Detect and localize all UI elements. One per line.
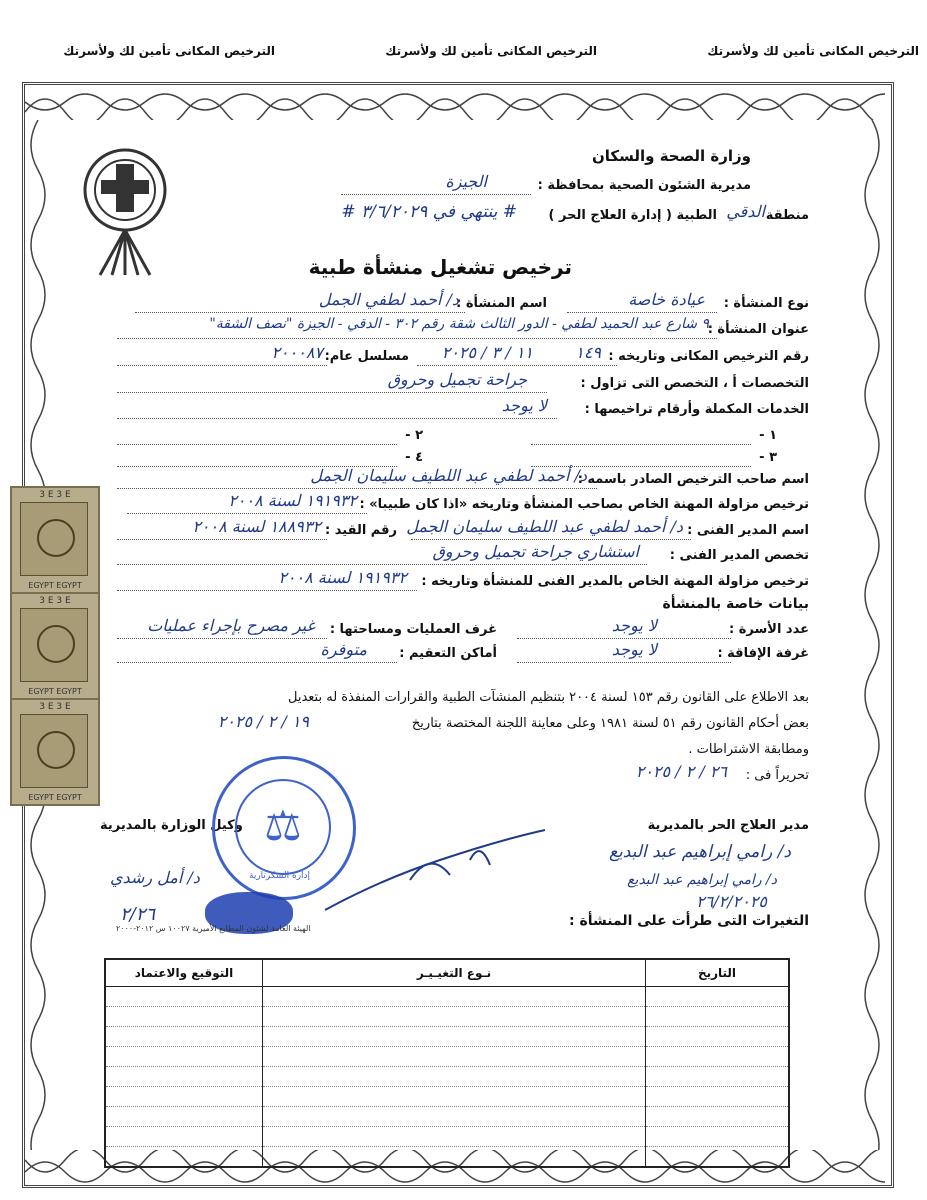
recovery-room-value: لا يوجد bbox=[611, 640, 657, 659]
ministry-name: وزارة الصحة والسكان bbox=[591, 147, 751, 165]
column-header-signature: التوقيع والاعتماد bbox=[105, 959, 263, 987]
printer-note: الهيئة العامة لشئون المطابع الأميرية ١٠٠٢٧ س ٢٠١٢-٢٠٠٠ bbox=[116, 924, 311, 933]
table-cell bbox=[646, 1007, 790, 1027]
undersecretary-title: وكيل الوزارة بالمديرية bbox=[100, 818, 243, 833]
table-row bbox=[105, 1047, 789, 1067]
revenue-stamp: 3 E 3 E EGYPT EGYPT bbox=[10, 592, 100, 700]
specialties-value: جراحة تجميل وحروق bbox=[387, 370, 527, 389]
tech-director-value: د/ أحمد لطفي عبد اللطيف سليمان الجمل bbox=[406, 517, 683, 536]
table-cell bbox=[105, 1107, 263, 1127]
owner-practice-value: ١٩١٩٣٢ لسنة ٢٠٠٨ bbox=[228, 491, 357, 510]
expiry-note: # ينتهي في ٣/٦/٢٠٢٩ # bbox=[341, 202, 517, 222]
table-cell bbox=[105, 1147, 263, 1168]
seal-text: إدارة السكرتارية bbox=[249, 871, 311, 881]
table-row bbox=[105, 1107, 789, 1127]
table-cell bbox=[105, 1007, 263, 1027]
table-row bbox=[105, 1007, 789, 1027]
beds-value: لا يوجد bbox=[611, 616, 657, 635]
serial-label: مسلسل عام: bbox=[324, 349, 409, 364]
governorate-value: الجيزة bbox=[445, 172, 487, 191]
table-cell bbox=[646, 1067, 790, 1087]
services-label: الخدمات المكملة وأرقام تراخيصها : bbox=[584, 402, 809, 417]
table-cell bbox=[263, 1147, 646, 1168]
table-row bbox=[105, 1027, 789, 1047]
free-treatment-director-name: د/ رامي إبراهيم عبد البديع bbox=[627, 872, 777, 888]
law-paragraph-line1: بعد الاطلاع على القانون رقم ١٥٣ لسنة ٢٠٠٤ بتنظيم المنشآت الطبية والقرارات المنفذة له بتعديل bbox=[288, 690, 809, 705]
beds-label: عدد الأسرة : bbox=[729, 622, 809, 637]
license-number-value: ١٤٩ bbox=[575, 343, 601, 362]
changes-heading: التغيرات التى طرأت على المنشأة : bbox=[569, 913, 809, 929]
list-item-4: ٤ - bbox=[405, 450, 423, 465]
table-cell bbox=[263, 1027, 646, 1047]
column-header-change-type: نـوع التغيـيـر bbox=[263, 959, 646, 987]
undersecretary-date: ٢/٢٦ bbox=[120, 904, 156, 925]
law-paragraph-line2: بعض أحكام القانون رقم ٥١ لسنة ١٩٨١ وعلى معاينة اللجنة المختصة بتاريخ bbox=[411, 716, 809, 731]
written-date: ٢٦ / ٢ / ٢٠٢٥ bbox=[635, 762, 727, 781]
department-label: الطبية ( إدارة العلاج الحر ) bbox=[548, 208, 717, 223]
region-label: منطقة bbox=[765, 208, 809, 223]
operating-rooms-label: غرف العمليات ومساحتها : bbox=[329, 622, 497, 637]
license-number-label: رقم الترخيص المكانى وتاريخه : bbox=[608, 349, 809, 364]
table-cell bbox=[263, 1007, 646, 1027]
document-title: ترخيص تشغيل منشأة طبية bbox=[308, 255, 572, 279]
reg-number-value: ١٨٨٩٣٢ لسنة ٢٠٠٨ bbox=[192, 517, 321, 536]
tech-director-label: اسم المدير الفنى : bbox=[687, 523, 809, 538]
table-cell bbox=[646, 1027, 790, 1047]
table-row bbox=[105, 1067, 789, 1087]
law-paragraph-line3: ومطابقة الاشتراطات . bbox=[688, 742, 809, 757]
right-ornament bbox=[858, 120, 886, 1150]
recovery-room-label: غرفة الإفاقة : bbox=[717, 646, 809, 661]
sterilization-value: متوفرة bbox=[320, 640, 367, 659]
table-cell bbox=[105, 1027, 263, 1047]
operating-rooms-value: غير مصرح بإجراء عمليات bbox=[147, 616, 315, 635]
table-cell bbox=[105, 1087, 263, 1107]
license-date-value: ١١ / ٣ / ٢٠٢٥ bbox=[441, 343, 533, 362]
table-row bbox=[105, 1127, 789, 1147]
column-header-date: التاريخ bbox=[646, 959, 790, 987]
directorate-label: مديرية الشئون الصحية بمحافظة : bbox=[537, 178, 751, 193]
table-cell bbox=[263, 1067, 646, 1087]
tech-practice-label: ترخيص مزاولة المهنة الخاص بالمدير الفنى للمنشأة وتاريخه : bbox=[421, 574, 809, 589]
owner-practice-label: ترخيص مزاولة المهنة الخاص بصاحب المنشأة وتاريخه «اذا كان طبيبا» : bbox=[359, 497, 809, 512]
facility-type-label: نوع المنشأة : bbox=[723, 296, 809, 311]
table-cell bbox=[105, 1127, 263, 1147]
table-row bbox=[105, 1087, 789, 1107]
free-treatment-director-date: ٢٦/٢/٢٠٢٥ bbox=[696, 892, 767, 911]
tech-practice-value: ١٩١٩٣٢ لسنة ٢٠٠٨ bbox=[278, 568, 407, 587]
owner-label: اسم صاحب الترخيص الصادر باسمه : bbox=[577, 472, 809, 487]
table-cell bbox=[105, 987, 263, 1007]
specialties-label: التخصصات أ ، التخصص التى تزاول : bbox=[580, 376, 809, 391]
table-cell bbox=[105, 1047, 263, 1067]
region-value: الدقي bbox=[726, 202, 765, 221]
free-treatment-director-signature: د/ رامي إبراهيم عبد البديع bbox=[608, 842, 791, 862]
eagle-emblem-icon: ⚖ bbox=[264, 801, 302, 850]
table-cell bbox=[263, 987, 646, 1007]
address-label: عنوان المنشأة : bbox=[707, 322, 809, 337]
header-watermark: الترخيص المكانى تأمين لك ولأسرتك bbox=[385, 44, 597, 58]
table-cell bbox=[263, 1107, 646, 1127]
facility-type-value: عيادة خاصة bbox=[628, 290, 705, 309]
ministry-logo-icon bbox=[70, 140, 180, 280]
tech-spec-value: استشاري جراحة تجميل وحروق bbox=[432, 542, 639, 561]
table-cell bbox=[646, 1087, 790, 1107]
services-value: لا يوجد bbox=[501, 396, 547, 415]
serial-value: ٢٠٠٠٨٧ bbox=[271, 343, 323, 362]
owner-value: د/ أحمد لطفي عبد اللطيف سليمان الجمل bbox=[310, 466, 587, 485]
table-cell bbox=[646, 1127, 790, 1147]
header-watermark: الترخيص المكانى تأمين لك ولأسرتك bbox=[63, 44, 275, 58]
table-cell bbox=[646, 1147, 790, 1168]
table-cell bbox=[263, 1127, 646, 1147]
tech-spec-label: تخصص المدير الفنى : bbox=[669, 548, 809, 563]
table-cell bbox=[646, 1047, 790, 1067]
undersecretary-signature: د/ أمل رشدي bbox=[110, 868, 200, 887]
list-item-1: ١ - bbox=[759, 428, 777, 443]
table-cell bbox=[105, 1067, 263, 1087]
table-cell bbox=[263, 1047, 646, 1067]
inspection-date: ١٩ / ٢ / ٢٠٢٥ bbox=[217, 712, 309, 731]
special-heading: بيانات خاصة بالمنشأة bbox=[662, 596, 809, 612]
table-cell bbox=[646, 987, 790, 1007]
revenue-stamp: 3 E 3 E EGYPT EGYPT bbox=[10, 698, 100, 806]
table-cell bbox=[646, 1107, 790, 1127]
table-cell bbox=[263, 1087, 646, 1107]
list-item-3: ٣ - bbox=[759, 450, 777, 465]
revenue-stamp: 3 E 3 E EGYPT EGYPT bbox=[10, 486, 100, 594]
sterilization-label: أماكن التعقيم : bbox=[399, 646, 497, 661]
written-label: تحريراً فى : bbox=[745, 768, 809, 783]
table-row bbox=[105, 1147, 789, 1168]
facility-name-value: د/ أحمد لطفي الجمل bbox=[318, 290, 459, 309]
list-item-2: ٢ - bbox=[405, 428, 423, 443]
reg-number-label: رقم القيد : bbox=[325, 523, 397, 538]
free-treatment-director-title: مدير العلاج الحر بالمديرية bbox=[647, 818, 809, 833]
address-value: ٩ شارع عبد الحميد لطفي - الدور الثالث شقة رقم ٣٠٢ - الدقي - الجيزة "نصف الشقة" bbox=[209, 316, 709, 332]
header-watermark: الترخيص المكانى تأمين لك ولأسرتك bbox=[707, 44, 919, 58]
facility-name-label: اسم المنشأة : bbox=[456, 296, 547, 311]
changes-table bbox=[104, 958, 790, 1168]
table-row bbox=[105, 987, 789, 1007]
top-ornament bbox=[25, 84, 885, 120]
handwritten-signature-mark bbox=[320, 820, 550, 920]
